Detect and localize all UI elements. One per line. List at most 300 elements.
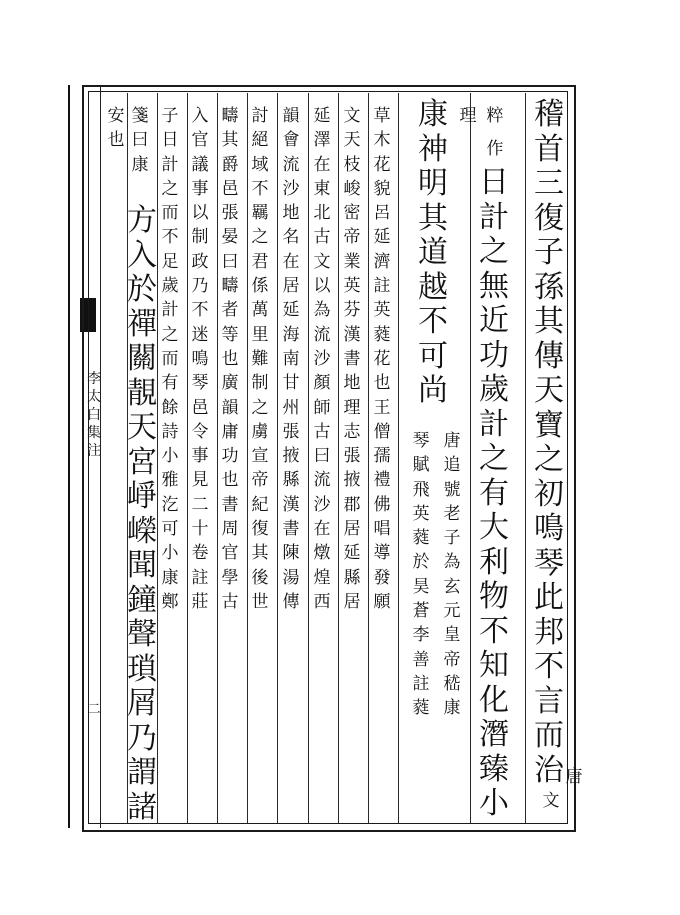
note-char: 嵇 [443,673,461,694]
note-char: 英 [343,276,361,297]
note-char: 日 [161,130,179,151]
note-char: 詩 [161,421,179,442]
note-char: 官 [221,543,239,564]
note-char: 迷 [191,324,209,345]
main-char: 乃 [127,720,157,756]
note-char: 延 [373,227,391,248]
note-char: 峻 [343,178,361,199]
note-char: 君 [251,251,269,272]
note-char: 之 [161,324,179,345]
note-char: 蕤 [412,528,430,549]
margin-title-char: 白 [87,407,101,423]
note-char: 汔 [161,494,179,515]
note-char: 張 [282,421,300,442]
note-char: 以 [191,203,209,224]
main-char: 禪 [127,306,157,342]
note-char: 係 [251,276,269,297]
note-char: 以 [313,276,331,297]
note-char: 蕤 [373,324,391,345]
note-char: 理 [343,397,361,418]
note-char: 事 [191,178,209,199]
note-char: 文 [313,251,331,272]
main-char: 道 [418,235,448,270]
note-char: 見 [191,470,209,491]
note-char: 昊 [412,576,430,597]
note-char: 地 [282,203,300,224]
note-char: 註 [373,276,391,297]
main-text-column [531,97,567,790]
note-char: 僧 [373,421,391,442]
note-char: 沙 [313,348,331,369]
main-char: 崢 [127,479,157,514]
note-char: 號 [443,479,461,500]
commentary-column [441,433,463,725]
main-char: 方 [127,203,157,238]
note-char: 元 [443,601,461,622]
note-char: 康 [131,154,149,175]
column-rule [470,93,471,823]
main-char: 鳴 [534,511,564,546]
note-char: 唐 [565,767,583,787]
note-char: 文 [343,106,361,126]
note-char: 流 [282,154,300,175]
note-char: 事 [191,446,209,467]
note-char: 康 [443,698,461,719]
note-char: 後 [251,567,269,588]
main-char: 無 [479,268,509,304]
note-char: 之 [251,227,269,248]
note-char: 張 [343,446,361,467]
note-char: 晏 [221,227,239,248]
commentary-column [219,108,241,618]
commentary-column [371,108,393,618]
note-char: 雅 [161,470,179,491]
margin-title [87,370,101,460]
note-char: 流 [313,324,331,345]
note-char: 業 [343,251,361,272]
note-char: 宣 [251,446,269,467]
commentary-column [311,108,333,618]
main-char: 之 [479,441,509,476]
note-char: 居 [343,519,361,540]
note-char: 古 [313,421,331,442]
note-char: 莊 [191,591,209,612]
note-char: 而 [161,203,179,224]
note-char: 其 [221,130,239,151]
note-char: 足 [161,251,179,272]
note-char: 顏 [313,373,331,394]
note-char: 者 [221,300,239,321]
main-char: 關 [127,341,157,376]
main-char: 屑 [127,686,157,721]
commentary-column [189,108,211,618]
note-char: 善 [412,649,430,670]
note-char: 密 [343,203,361,224]
note-char: 康 [161,567,179,588]
margin-title-char: 集 [87,425,101,441]
note-char: 庸 [221,421,239,442]
note-char: 琴 [191,373,209,394]
main-char: 潛 [479,717,509,752]
note-char: 疇 [221,106,239,126]
note-char: 其 [251,543,269,564]
note-char: 韻 [282,106,300,126]
note-char: 英 [373,300,391,321]
note-char: 古 [313,227,331,248]
note-char: 芬 [343,300,361,321]
note-char: 陳 [282,543,300,564]
note-char: 玄 [443,576,461,597]
main-char: 功 [479,337,509,373]
note-char: 李 [412,625,430,646]
main-char: 此 [534,580,564,615]
note-char: 虜 [251,421,269,442]
main-char: 知 [479,648,509,683]
note-char: 可 [161,519,179,540]
main-char: 謂 [127,755,157,790]
note-char: 周 [221,519,239,540]
note-char: 作 [486,139,504,159]
note-char: 書 [221,494,239,515]
main-char: 嶸 [127,513,157,549]
main-char: 寶 [534,407,564,443]
note-char: 延 [343,543,361,564]
main-char: 計 [479,199,509,235]
note-char: 北 [313,203,331,224]
note-char: 不 [191,300,209,321]
column-rule [247,93,248,823]
note-char: 海 [282,324,300,345]
main-char: 言 [534,683,564,719]
note-char: 帝 [251,470,269,491]
note-char: 英 [412,503,430,524]
note-char: 東 [313,178,331,199]
note-char: 疇 [221,276,239,297]
note-char: 計 [161,154,179,175]
note-char: 王 [373,397,391,418]
note-char: 西 [313,591,331,612]
note-char: 呂 [373,203,391,224]
note-char: 制 [191,227,209,248]
note-char: 紀 [251,494,269,515]
note-char: 議 [191,154,209,175]
note-char: 漢 [343,324,361,345]
main-char: 治 [534,752,564,788]
commentary-column [105,108,127,157]
main-char: 靚 [127,375,157,411]
main-char: 有 [479,475,509,511]
note-char: 政 [191,251,209,272]
note-char: 廣 [221,373,239,394]
note-char: 粹 [486,106,504,126]
note-char: 卷 [191,543,209,564]
note-char: 琴 [412,431,430,451]
main-char: 宮 [127,444,157,480]
note-char: 曰 [313,446,331,467]
note-char: 之 [161,178,179,199]
main-char: 其 [534,304,564,339]
main-char: 越 [418,269,448,305]
main-char: 傳 [534,338,564,374]
note-char: 難 [251,348,269,369]
commentary-column [563,769,585,793]
note-char: 曰 [221,251,239,272]
main-text-column [476,165,512,824]
note-char: 在 [282,251,300,272]
note-char: 邑 [221,178,239,199]
commentary-column [457,108,479,132]
commentary-column [129,108,151,181]
note-char: 在 [313,519,331,540]
commentary-column [540,793,562,817]
note-char: 等 [221,324,239,345]
note-char: 掖 [282,446,300,467]
column-rule [277,93,278,823]
note-char: 漢 [282,494,300,515]
main-char: 不 [479,613,509,649]
main-char: 諸 [127,789,157,825]
column-rule [525,93,526,823]
note-char: 木 [373,130,391,151]
note-char: 地 [343,373,361,394]
note-char: 小 [161,446,179,467]
note-char: 註 [191,567,209,588]
note-char: 賦 [412,455,430,476]
main-char: 而 [534,718,564,753]
main-char: 復 [534,200,564,236]
note-char: 發 [373,567,391,588]
note-char: 世 [251,591,269,612]
note-char: 孺 [373,446,391,467]
note-char: 皇 [443,625,461,646]
note-char: 枝 [343,154,361,175]
main-char: 日 [479,165,509,200]
main-char: 天 [534,373,564,408]
note-char: 令 [191,421,209,442]
main-char: 之 [534,442,564,477]
note-char: 為 [443,552,461,573]
margin-title-char: 注 [87,443,101,459]
column-rule [368,93,369,823]
note-char: 花 [373,348,391,369]
margin-title-char: 太 [87,389,101,405]
commentary-column [280,108,302,618]
main-char: 聞 [127,548,157,583]
main-char: 可 [418,338,448,374]
note-char: 箋 [131,106,149,126]
note-char: 古 [221,591,239,612]
note-char: 討 [251,106,269,126]
note-char: 唐 [443,431,461,451]
main-char: 稽 [534,97,564,132]
note-char: 官 [191,130,209,151]
note-char: 二 [191,494,209,515]
note-char: 帝 [343,227,361,248]
main-char: 子 [534,235,564,270]
note-char: 草 [373,106,391,126]
note-char: 理 [459,106,477,126]
note-char: 燉 [313,543,331,564]
main-char: 利 [479,544,509,580]
commentary-column [249,108,271,618]
main-char: 不 [418,304,448,339]
main-text-column [124,203,160,827]
note-char: 濟 [373,251,391,272]
main-char: 瑣 [127,651,157,687]
note-char: 也 [107,130,125,151]
note-char: 甘 [282,373,300,394]
note-char: 延 [313,106,331,126]
note-char: 曰 [131,130,149,151]
note-char: 餘 [161,397,179,418]
main-text-column [415,97,451,411]
main-char: 孫 [534,269,564,305]
main-char: 尚 [418,373,448,408]
note-char: 會 [282,130,300,151]
main-char: 三 [534,166,564,201]
note-char: 之 [251,397,269,418]
note-char: 帝 [443,649,461,670]
note-char: 文 [542,791,560,811]
note-char: 復 [251,519,269,540]
note-char: 也 [373,373,391,394]
main-char: 鐘 [127,582,157,618]
column-rule [398,93,399,823]
note-char: 唱 [373,519,391,540]
main-char: 物 [479,579,509,614]
note-char: 而 [161,348,179,369]
note-char: 安 [107,106,125,126]
note-char: 學 [221,567,239,588]
note-char: 在 [313,154,331,175]
note-char: 居 [343,591,361,612]
note-char: 傳 [282,591,300,612]
note-char: 十 [191,519,209,540]
note-char: 爵 [221,154,239,175]
note-char: 不 [251,178,269,199]
column-rule [187,93,188,823]
note-char: 師 [313,397,331,418]
column-rule [308,93,309,823]
note-char: 萬 [251,300,269,321]
note-char: 不 [161,227,179,248]
note-char: 延 [282,300,300,321]
note-char: 貌 [373,178,391,199]
note-char: 縣 [343,567,361,588]
note-char: 飛 [412,479,430,500]
note-char: 韻 [221,397,239,418]
note-char: 掖 [343,470,361,491]
note-char: 也 [221,348,239,369]
note-char: 功 [221,446,239,467]
main-char: 化 [479,682,509,718]
note-char: 羈 [251,203,269,224]
note-char: 願 [373,591,391,612]
note-char: 小 [161,543,179,564]
column-rule [338,93,339,823]
commentary-column [410,433,432,725]
main-char: 歲 [479,372,509,407]
note-char: 天 [343,130,361,151]
main-char: 聲 [127,617,157,652]
commentary-column [484,108,506,132]
note-char: 計 [161,300,179,321]
main-char: 於 [127,272,157,307]
margin-title-char: 李 [87,371,101,387]
note-char: 州 [282,397,300,418]
column-rule [217,93,218,823]
note-char: 沙 [282,178,300,199]
note-char: 導 [373,543,391,564]
main-char: 初 [534,476,564,512]
note-char: 邑 [191,397,209,418]
main-char: 計 [479,406,509,442]
main-char: 臻 [479,751,509,787]
note-char: 追 [443,455,461,476]
note-char: 入 [191,106,209,126]
note-char: 縣 [282,470,300,491]
main-char: 琴 [534,545,564,581]
main-char: 大 [479,510,509,545]
note-char: 志 [343,421,361,442]
main-char: 康 [418,97,448,132]
note-char: 南 [282,348,300,369]
main-char: 邦 [534,614,564,650]
main-char: 入 [127,237,157,273]
note-char: 子 [161,106,179,126]
main-char: 不 [534,649,564,684]
note-char: 於 [412,552,430,573]
note-char: 居 [282,276,300,297]
note-char: 註 [412,673,430,694]
note-char: 湯 [282,567,300,588]
note-char: 澤 [313,130,331,151]
page-number: 二 [87,702,101,717]
note-char: 子 [443,528,461,549]
main-char: 天 [127,410,157,445]
commentary-column [159,108,181,618]
main-char: 之 [479,234,509,269]
note-char: 為 [313,300,331,321]
note-char: 鄭 [161,591,179,612]
note-char: 佛 [373,494,391,515]
note-char: 書 [282,519,300,540]
main-char: 首 [534,131,564,167]
note-char: 制 [251,373,269,394]
note-char: 書 [343,348,361,369]
note-char: 禮 [373,470,391,491]
note-char: 鳴 [191,348,209,369]
note-char: 流 [313,470,331,491]
commentary-column [341,108,363,618]
note-char: 沙 [313,494,331,515]
main-char: 其 [418,200,448,236]
note-char: 蒼 [412,601,430,622]
note-char: 蕤 [412,698,430,719]
main-char: 神 [418,131,448,167]
note-char: 域 [251,154,269,175]
note-char: 名 [282,227,300,248]
main-char: 小 [479,786,509,821]
note-char: 張 [221,203,239,224]
note-char: 絕 [251,130,269,151]
note-char: 郡 [343,494,361,515]
note-char: 歲 [161,276,179,297]
note-char: 乃 [191,276,209,297]
note-char: 有 [161,373,179,394]
note-char: 也 [221,470,239,491]
note-char: 老 [443,503,461,524]
